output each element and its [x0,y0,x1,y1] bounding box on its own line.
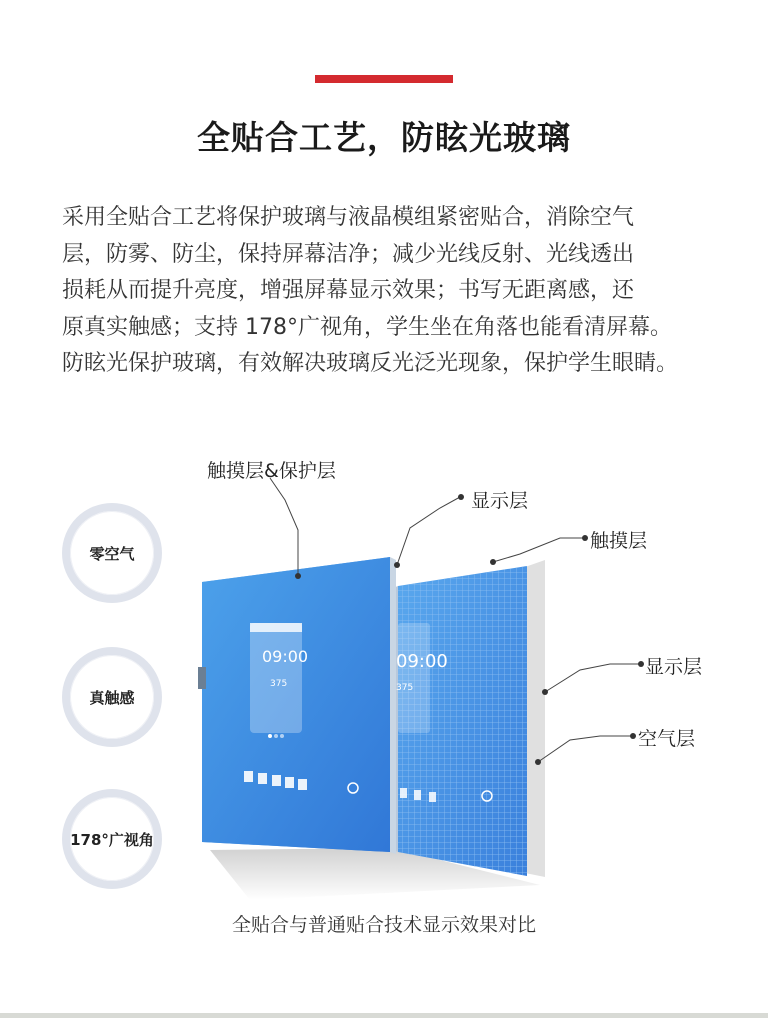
leader-line [270,478,298,575]
leader-dot [630,733,636,739]
callout-touch-layer: 触摸层 [590,530,648,552]
callout-display-layer: 显示层 [645,656,703,678]
leader-line [545,664,640,692]
leader-dot [542,689,548,695]
description [62,200,712,383]
leader-dot [295,573,301,579]
leader-dot [582,535,588,541]
callout-air-layer: 空气层 [638,728,696,750]
feature-label: 真触感 [89,688,135,707]
leader-line [493,538,585,562]
clock-text: 09:00 [262,647,309,666]
leader-dot [458,494,464,500]
leader-dot [490,559,496,565]
callout-touch-protect-layer: 触摸层&保护层 [207,460,336,482]
leader-dot [638,661,644,667]
description-line: 原真实触感；支持 178°广视角，学生坐在角落也能看清屏幕。 [62,314,672,340]
leader-line [538,736,633,762]
feature-label: 零空气 [89,544,135,563]
description-line: 层，防雾、防尘，保持屏幕洁净；减少光线反射、光线透出 [62,241,635,267]
laminated-edge [390,557,396,854]
leader-dot [535,759,541,765]
leader-line [397,497,460,565]
weather-text: 375 [270,679,288,689]
dock-icon [400,788,407,798]
accent-bar [315,75,453,83]
clock-card [250,623,302,733]
callout-display-layer-top: 显示层 [471,490,529,512]
side-tab [198,667,206,689]
leader-dot [394,562,400,568]
bottom-divider [0,1013,768,1018]
figure-caption: 全贴合与普通贴合技术显示效果对比 [231,914,536,936]
display-layer-edge [525,560,545,877]
dock-icon [272,775,281,786]
page-dot [268,734,272,738]
description-line: 损耗从而提升亮度，增强屏幕显示效果；书写无距离感，还 [62,278,635,303]
clock-card [398,623,430,733]
dock-icon [244,771,253,782]
description-line: 防眩光保护玻璃，有效解决玻璃反光泛光现象，保护学生眼睛。 [62,351,679,376]
card-header [250,623,302,632]
description-line: 采用全贴合工艺将保护玻璃与液晶模组紧密贴合，消除空气 [62,205,635,230]
weather-text: 375 [396,683,414,693]
page-dot [280,734,284,738]
dock-icon [298,779,307,790]
dock-icon [429,792,436,802]
page-title: 全贴合工艺，防眩光玻璃 [197,118,571,157]
dock-icon [258,773,267,784]
clock-text: 09:00 [396,651,448,672]
page-dot [274,734,278,738]
dock-icon [285,777,294,788]
lamination-comparison-figure [0,440,768,910]
dock-icon [414,790,421,800]
feature-label: 178°广视角 [70,830,154,849]
